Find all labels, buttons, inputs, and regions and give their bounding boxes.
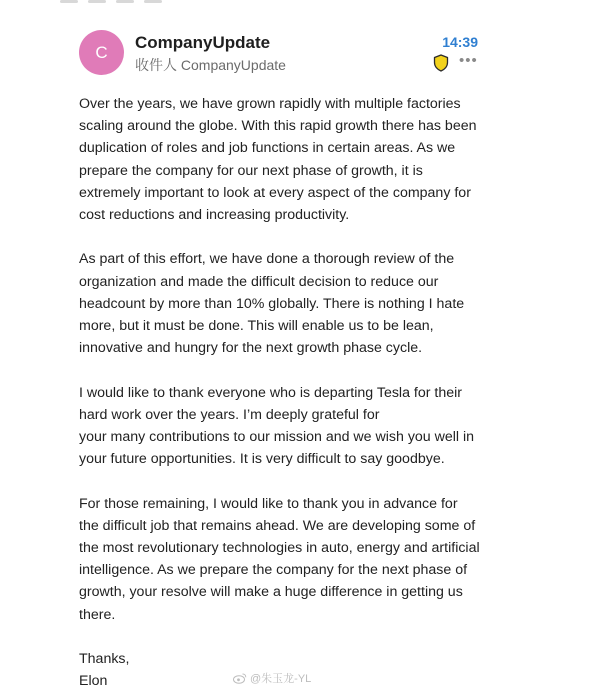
paragraph-line: the most revolutionary technologies in auto, energy and artificial [79,540,480,557]
paragraph-line: organization and made the difficult decision to reduce our [79,273,439,290]
top-crop-fragment [60,0,190,4]
paragraph-line: intelligence. As we prepare the company for the next phase of [79,562,468,579]
paragraph-line: growth, your resolve will make a huge difference in getting us [79,584,463,601]
paragraph-line: there. [79,606,116,623]
email-paragraph [79,93,489,226]
watermark [233,670,311,686]
recipient-line[interactable]: 收件人 CompanyUpdate [135,57,286,73]
email-paragraph [79,493,489,626]
signature-text: Elon [79,673,108,690]
paragraph-line: Over the years, we have grown rapidly with multiple factories [79,96,461,112]
signoff-text: Thanks, [79,651,130,668]
watermark-text: @朱玉龙-YL [250,673,312,685]
email-body [79,93,489,692]
crop-mark [116,0,134,3]
paragraph-line: the difficult job that remains ahead. We are developing some of [79,517,476,534]
sender-avatar[interactable]: C [79,30,124,75]
crop-mark [60,0,78,3]
paragraph-line: more, but it must be done. This will enable us to be lean, [79,318,434,335]
shield-icon[interactable] [433,54,449,72]
paragraph-line: I would like to thank everyone who is departing Tesla for their [79,384,463,401]
paragraph-line: As part of this effort, we have done a thorough review of the [79,251,455,268]
sender-name[interactable]: CompanyUpdate [135,33,271,52]
weibo-icon [233,672,247,684]
paragraph-line: prepare the company for our next phase of growth, it is [79,162,423,179]
paragraph-line: your future opportunities. It is very difficult to say goodbye. [79,451,445,468]
crop-mark [144,0,162,3]
paragraph-line: innovative and hungry for the next growth phase cycle. [79,340,423,357]
email-header [79,30,489,80]
email-paragraph [79,382,489,471]
email-time: 14:39 [442,34,478,50]
paragraph-line: scaling around the globe. With this rapid growth there has been [79,118,477,135]
email-paragraph [79,248,489,359]
paragraph-line: duplication of roles and job functions in certain areas. As we [79,140,456,157]
more-options-icon[interactable]: ••• [459,52,478,69]
paragraph-line: cost reductions and increasing productivity. [79,207,350,224]
paragraph-line: For those remaining, I would like to thank you in advance for [79,495,458,512]
crop-mark [88,0,106,3]
paragraph-line: your many contributions to our mission and we wish you well in [79,429,475,446]
paragraph-line: hard work over the years. I’m deeply grateful for [79,406,380,423]
paragraph-line: extremely important to look at every aspect of the company for [79,184,471,201]
paragraph-line: headcount by more than 10% globally. There is nothing I hate [79,295,465,312]
